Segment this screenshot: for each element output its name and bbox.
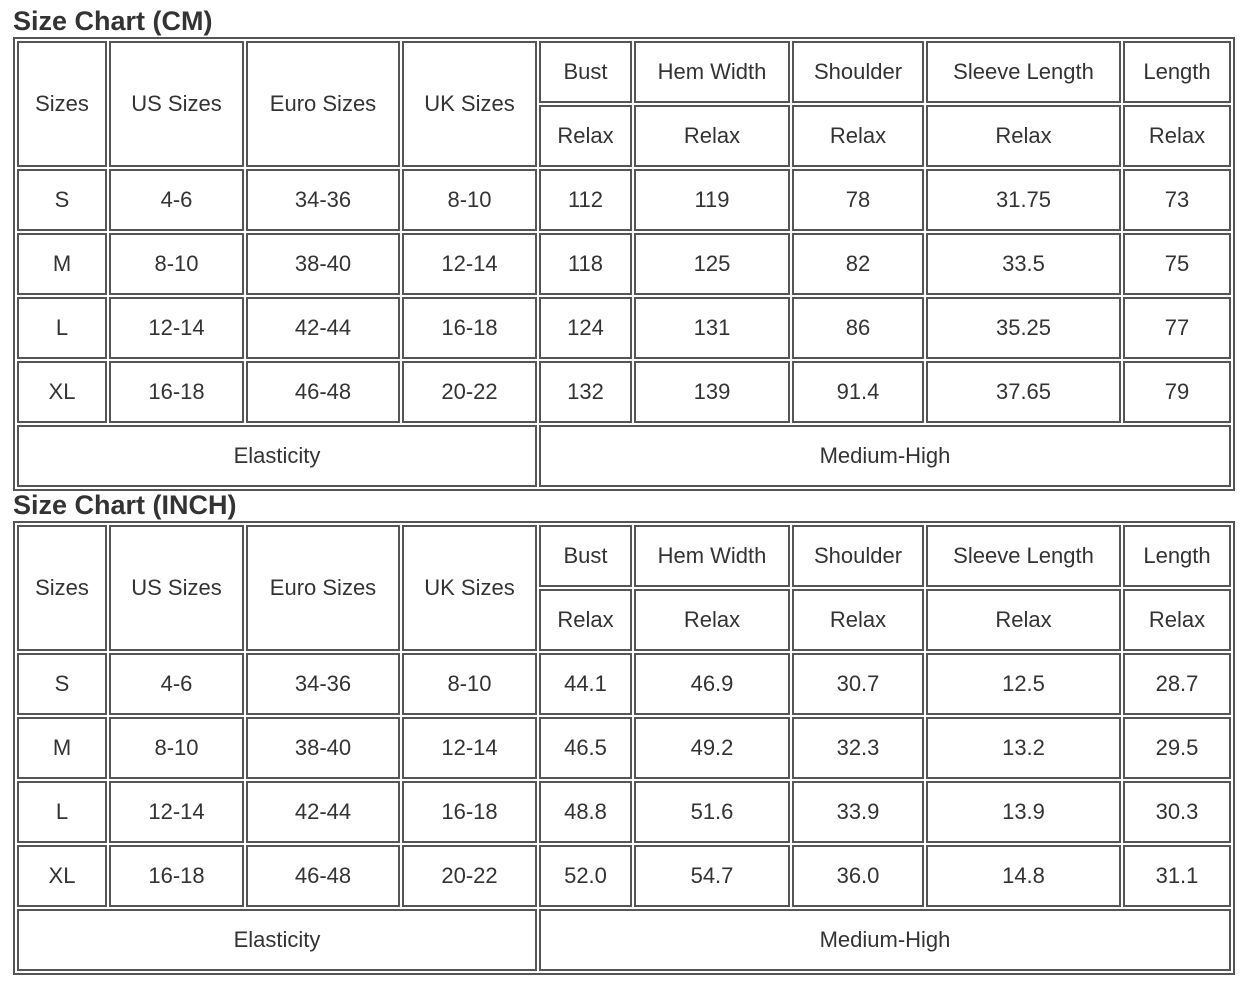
elasticity-row xyxy=(17,909,1231,971)
cell-sleeve: 37.65 xyxy=(926,361,1121,423)
header-bust: Bust xyxy=(539,525,632,587)
cell-size: S xyxy=(17,169,107,231)
cell-uk: 16-18 xyxy=(402,297,537,359)
cell-uk: 16-18 xyxy=(402,781,537,843)
cell-shoulder: 91.4 xyxy=(792,361,924,423)
subheader-relax: Relax xyxy=(634,105,790,167)
cell-us: 8-10 xyxy=(109,233,244,295)
cell-us: 16-18 xyxy=(109,361,244,423)
header-us-sizes: US Sizes xyxy=(109,41,244,167)
header-uk-sizes: UK Sizes xyxy=(402,525,537,651)
subheader-relax: Relax xyxy=(634,589,790,651)
cell-euro: 38-40 xyxy=(246,233,400,295)
cell-sleeve: 31.75 xyxy=(926,169,1121,231)
size-chart-inch xyxy=(13,490,1233,975)
header-sleeve-length: Sleeve Length xyxy=(926,525,1121,587)
cell-shoulder: 36.0 xyxy=(792,845,924,907)
cell-length: 28.7 xyxy=(1123,653,1231,715)
cell-sleeve: 14.8 xyxy=(926,845,1121,907)
table-row xyxy=(17,297,1231,359)
cell-size: XL xyxy=(17,845,107,907)
cell-bust: 132 xyxy=(539,361,632,423)
cell-us: 4-6 xyxy=(109,653,244,715)
chart-title: Size Chart (INCH) xyxy=(13,490,237,520)
header-row xyxy=(17,41,1231,103)
cell-sleeve: 35.25 xyxy=(926,297,1121,359)
cell-euro: 46-48 xyxy=(246,361,400,423)
table-row xyxy=(17,361,1231,423)
cell-shoulder: 78 xyxy=(792,169,924,231)
table-row xyxy=(17,717,1231,779)
cell-uk: 8-10 xyxy=(402,169,537,231)
cell-bust: 124 xyxy=(539,297,632,359)
cell-hem: 54.7 xyxy=(634,845,790,907)
cell-length: 73 xyxy=(1123,169,1231,231)
cell-euro: 34-36 xyxy=(246,169,400,231)
cell-length: 31.1 xyxy=(1123,845,1231,907)
header-euro-sizes: Euro Sizes xyxy=(246,41,400,167)
cell-bust: 52.0 xyxy=(539,845,632,907)
subheader-relax: Relax xyxy=(539,105,632,167)
cell-euro: 42-44 xyxy=(246,781,400,843)
cell-length: 30.3 xyxy=(1123,781,1231,843)
cell-us: 8-10 xyxy=(109,717,244,779)
header-bust: Bust xyxy=(539,41,632,103)
header-hem-width: Hem Width xyxy=(634,41,790,103)
header-uk-sizes: UK Sizes xyxy=(402,41,537,167)
header-sleeve-length: Sleeve Length xyxy=(926,41,1121,103)
cell-shoulder: 30.7 xyxy=(792,653,924,715)
cell-bust: 46.5 xyxy=(539,717,632,779)
cell-hem: 119 xyxy=(634,169,790,231)
cell-hem: 139 xyxy=(634,361,790,423)
cell-length: 75 xyxy=(1123,233,1231,295)
cell-length: 79 xyxy=(1123,361,1231,423)
subheader-relax: Relax xyxy=(539,589,632,651)
header-euro-sizes: Euro Sizes xyxy=(246,525,400,651)
header-sizes: Sizes xyxy=(17,41,107,167)
cell-bust: 48.8 xyxy=(539,781,632,843)
cell-sleeve: 13.2 xyxy=(926,717,1121,779)
cell-shoulder: 32.3 xyxy=(792,717,924,779)
elasticity-row xyxy=(17,425,1231,487)
cell-sleeve: 13.9 xyxy=(926,781,1121,843)
cell-size: XL xyxy=(17,361,107,423)
header-hem-width: Hem Width xyxy=(634,525,790,587)
cell-uk: 8-10 xyxy=(402,653,537,715)
cell-bust: 44.1 xyxy=(539,653,632,715)
header-us-sizes: US Sizes xyxy=(109,525,244,651)
cell-shoulder: 33.9 xyxy=(792,781,924,843)
table-row xyxy=(17,233,1231,295)
cell-bust: 112 xyxy=(539,169,632,231)
cell-shoulder: 82 xyxy=(792,233,924,295)
cell-size: L xyxy=(17,781,107,843)
cell-euro: 42-44 xyxy=(246,297,400,359)
cell-size: S xyxy=(17,653,107,715)
subheader-relax: Relax xyxy=(1123,589,1231,651)
size-table xyxy=(13,37,1235,491)
subheader-relax: Relax xyxy=(926,105,1121,167)
table-row xyxy=(17,781,1231,843)
elasticity-label: Elasticity xyxy=(17,425,537,487)
cell-hem: 46.9 xyxy=(634,653,790,715)
table-row xyxy=(17,845,1231,907)
header-shoulder: Shoulder xyxy=(792,525,924,587)
cell-shoulder: 86 xyxy=(792,297,924,359)
cell-hem: 125 xyxy=(634,233,790,295)
elasticity-value: Medium-High xyxy=(539,425,1231,487)
size-table xyxy=(13,521,1235,975)
header-length: Length xyxy=(1123,41,1231,103)
subheader-relax: Relax xyxy=(792,105,924,167)
chart-title: Size Chart (CM) xyxy=(13,6,213,36)
cell-euro: 46-48 xyxy=(246,845,400,907)
cell-uk: 20-22 xyxy=(402,361,537,423)
cell-euro: 34-36 xyxy=(246,653,400,715)
cell-length: 29.5 xyxy=(1123,717,1231,779)
cell-length: 77 xyxy=(1123,297,1231,359)
cell-uk: 20-22 xyxy=(402,845,537,907)
elasticity-label: Elasticity xyxy=(17,909,537,971)
header-sizes: Sizes xyxy=(17,525,107,651)
table-row xyxy=(17,169,1231,231)
table-row xyxy=(17,653,1231,715)
elasticity-value: Medium-High xyxy=(539,909,1231,971)
cell-uk: 12-14 xyxy=(402,233,537,295)
cell-us: 12-14 xyxy=(109,781,244,843)
subheader-relax: Relax xyxy=(1123,105,1231,167)
cell-hem: 131 xyxy=(634,297,790,359)
cell-us: 4-6 xyxy=(109,169,244,231)
cell-us: 12-14 xyxy=(109,297,244,359)
cell-uk: 12-14 xyxy=(402,717,537,779)
cell-bust: 118 xyxy=(539,233,632,295)
cell-size: M xyxy=(17,717,107,779)
cell-sleeve: 12.5 xyxy=(926,653,1121,715)
header-shoulder: Shoulder xyxy=(792,41,924,103)
header-length: Length xyxy=(1123,525,1231,587)
header-row xyxy=(17,525,1231,587)
cell-euro: 38-40 xyxy=(246,717,400,779)
cell-us: 16-18 xyxy=(109,845,244,907)
cell-hem: 49.2 xyxy=(634,717,790,779)
cell-size: L xyxy=(17,297,107,359)
subheader-relax: Relax xyxy=(792,589,924,651)
size-chart-cm xyxy=(13,6,1233,491)
cell-size: M xyxy=(17,233,107,295)
cell-hem: 51.6 xyxy=(634,781,790,843)
subheader-relax: Relax xyxy=(926,589,1121,651)
cell-sleeve: 33.5 xyxy=(926,233,1121,295)
